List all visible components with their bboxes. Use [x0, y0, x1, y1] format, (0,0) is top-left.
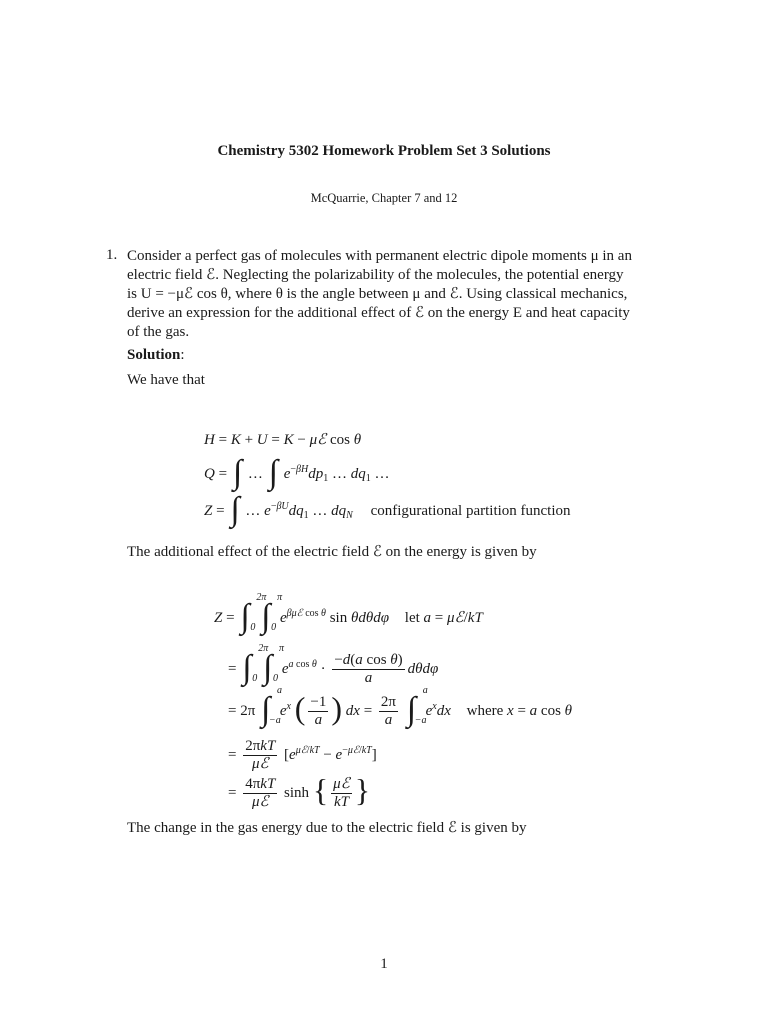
- equation-Z-line2: = ∫ 2π 0 ∫ π 0 $e^{a cos \theta}$ · $\frac{\text{−d(a cos θ)}}{a}$ dθdφ: [228, 642, 439, 686]
- statement-line: electric field ℰ. Neglecting the polarizability of the molecules, the potential energy: [127, 267, 624, 283]
- statement-line: of the gas.: [127, 324, 190, 340]
- solution-colon: :: [180, 347, 185, 363]
- problem-number: 1.: [106, 247, 118, 263]
- equation-Q: Q = ∫ … ∫ $e^{-\beta H}dp_1$ … $dq_1$ …: [204, 454, 390, 491]
- solution-label: Solution: [127, 347, 181, 363]
- equation-Z-line4: = $\frac{\text{2πkT}}{\text{μℰ}}$ $[e^{\mu ℰ/kT} - e^{-\mu ℰ/kT}]$: [228, 738, 377, 772]
- equation-Z-line1: Z = ∫ 2π 0 ∫ π 0 $e^{\beta\mu ℰ cos \theta}$ sin θdθdφ let a = μℰ/kT: [214, 592, 483, 635]
- change-sentence: The change in the gas energy due to the electric field ℰ is given by: [127, 820, 527, 836]
- solution-heading: [127, 346, 679, 365]
- equation-hamiltonian: H = K + U = K − μℰ cos θ: [204, 432, 362, 448]
- effect-sentence: The additional effect of the electric field ℰ on the energy is given by: [127, 544, 537, 560]
- statement-line: Consider a perfect gas of molecules with permanent electric dipole moments μ in an: [127, 248, 632, 264]
- page-title: Chemistry 5302 Homework Problem Set 3 Solutions: [217, 143, 551, 159]
- solution-intro: We have that: [127, 372, 205, 388]
- equation-Z-line3: = 2π ∫ a −a $e^x$ ( $\frac{-1}{a}$ ) dx = $\frac{2\pi}{a}$ ∫ a −a $e^xdx$ where x = a cos θ: [228, 684, 573, 728]
- statement-line: derive an expression for the additional effect of ℰ on the energy E and heat capacity: [127, 305, 630, 321]
- equation-Z-line5: = $\frac{\text{4πkT}}{\text{μℰ}}$ sinh { $\frac{\text{μℰ}}{kT}$ }: [228, 771, 371, 810]
- problem-statement: [127, 247, 679, 342]
- equation-Z-config: Z = ∫ … $e^{-\beta U}dq_1$ … $dq_N$ configurational partition function: [204, 491, 571, 528]
- page-number: 1: [380, 956, 388, 972]
- equation-note: configurational partition function: [370, 503, 571, 519]
- page-subtitle: McQuarrie, Chapter 7 and 12: [310, 191, 458, 205]
- statement-line: is U = −μℰ cos θ, where θ is the angle between μ and ℰ. Using classical mechanics,: [127, 286, 628, 302]
